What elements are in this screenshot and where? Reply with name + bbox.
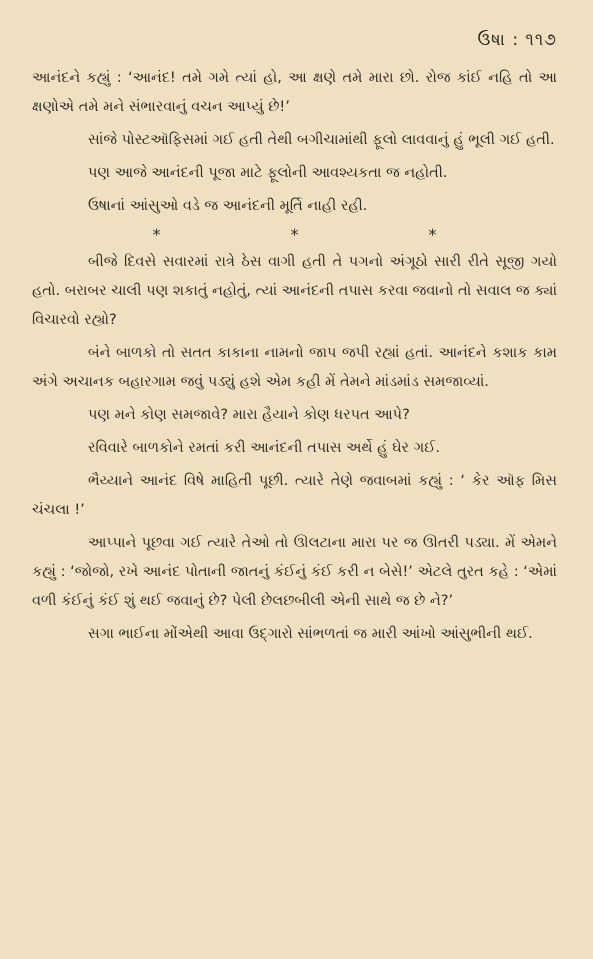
paragraph: રવિવારે બાળકોને રમતાં કરી આનંદની તપાસ અર્થે હું ઘેર ગઈ.	[88, 440, 441, 456]
paragraph: પણ આજે આનંદની પૂજા માટે ફૂલોની આવશ્યકતા જ નહોતી.	[88, 165, 448, 181]
header-title: ઉષા	[477, 30, 506, 50]
page-number: ૧૧૭	[525, 30, 557, 50]
paragraph: સગા ભાઈના મોંએથી આવા ઉદ્ગારો સાંભળતાં જ મારી આંખો આંસુભીની થઈ.	[88, 626, 533, 642]
section-divider	[32, 225, 557, 244]
paragraph: બંને બાળકો તો સતત કાકાના નામનો જાપ જપી રહ્યાં હતાં. આનંદને કશાક કામ અંગે અચાનક બહારગામ જવું પડ્યું હશે એમ કહી મેં તેમને માંડમાંડ સમજાવ્યાં.	[32, 345, 557, 390]
divider-star: *	[152, 225, 161, 244]
paragraph: બીજે દિવસે સવારમાં રાત્રે ઠેસ વાગી હતી તે પગનો અંગૂઠો સારી રીતે સૂજી ગયો હતો. બરાબર ચાલી પણ શકાતું નહોતું, ત્યાં આનંદની તપાસ કરવા જવાનો તો સવાલ જ ક્યાં વિચારવો રહ્યો?	[32, 254, 557, 328]
paragraph: પણ મને કોણ સમજાવે? મારા હૈયાને કોણ ધરપત આપે?	[88, 407, 410, 423]
paragraph: સાંજે પોસ્ટઑફિસમાં ગઈ હતી તેથી બગીચામાંથી ફૂલો લાવવાનું હું ભૂલી ગઈ હતી.	[88, 132, 555, 148]
paragraph: આનંદને કહ્યું : ‘આનંદ! તમે ગમે ત્યાં હો, આ ક્ષણે તમે મારા છો. રોજ કાંઈ નહિ તો આ ક્ષણોએ તમે મને સંભારવાનું વચન આપ્યું છે!’	[32, 70, 557, 115]
running-header	[32, 30, 557, 50]
paragraph: ઉષાનાં આંસુઓ વડે જ આનંદની મૂર્તિ નાહી રહી.	[88, 198, 368, 214]
paragraph: ભૈય્યાને આનંદ વિષે માહિતી પૂછી. ત્યારે તેણે જવાબમાં કહ્યું : ‘ કેર ઑફ મિસ ચંચલા !’	[32, 473, 557, 518]
header-separator: :	[512, 30, 520, 50]
paragraph: આપ્પાને પૂછવા ગઈ ત્યારે તેઓ તો ઊલટાના મારા પર જ ઊતરી પડ્યા. મેં એમને કહ્યું : ‘જોજો, રખે આનંદ પોતાની જાતનું કંઈનું કંઈ કરી ન બેસે!’ એટલે તુરત કહે : ‘એમાં વળી કંઈનું કંઈ શું થઈ જવાનું છે? પેલી છેલછબીલી એની સાથે જ છે ને?’	[32, 535, 557, 609]
divider-star: *	[428, 225, 437, 244]
divider-star: *	[290, 225, 299, 244]
